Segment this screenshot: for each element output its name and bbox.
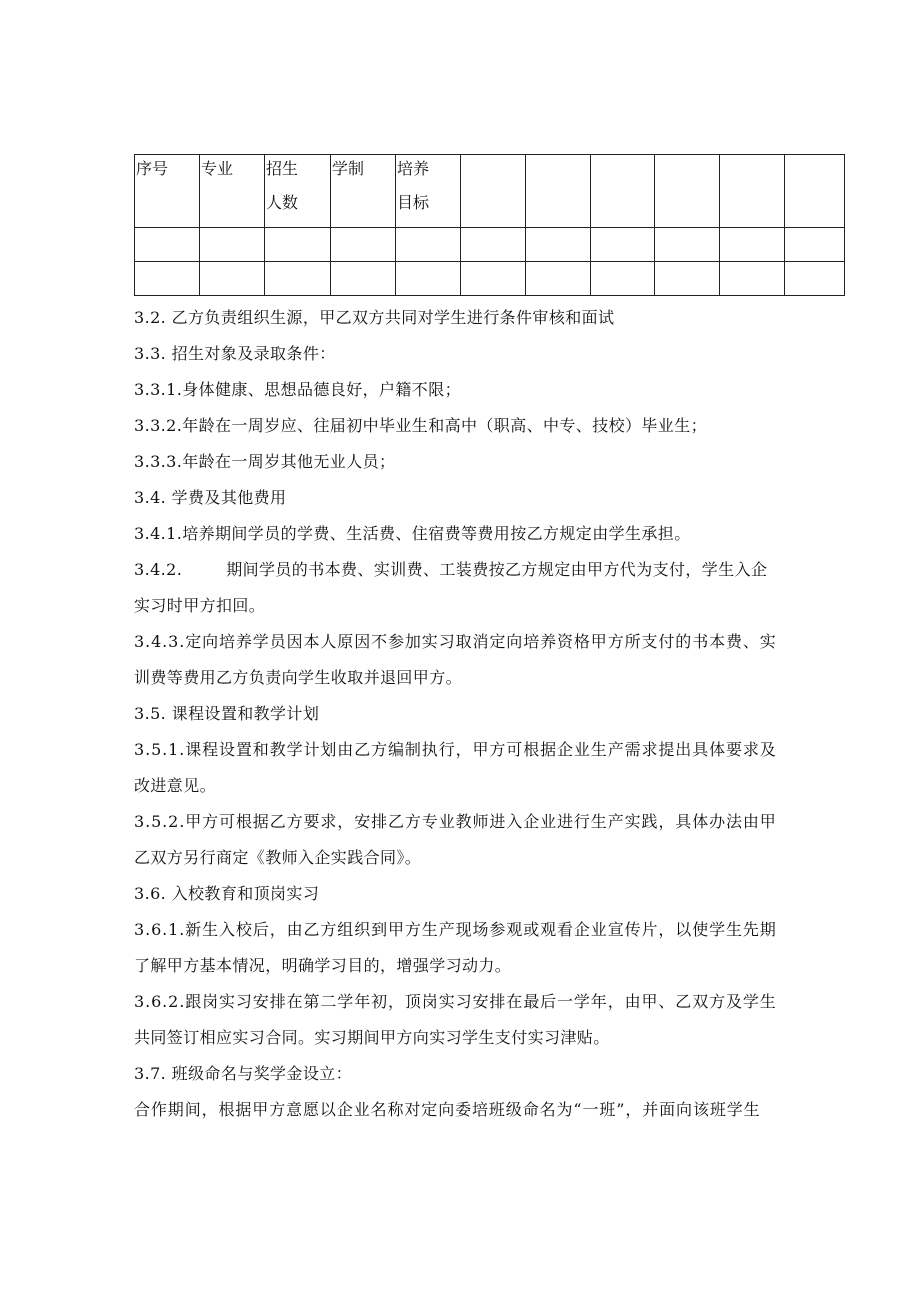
table-cell — [265, 262, 331, 296]
header-cell-empty — [591, 155, 655, 228]
header-cell-empty — [785, 155, 845, 228]
table-cell — [135, 262, 200, 296]
paragraph-3-4-2 — [134, 552, 786, 588]
header-cell-empty — [526, 155, 591, 228]
header-cell-empty — [461, 155, 526, 228]
paragraph-3-4-1: 3.4.1.培养期间学员的学费、生活费、住宿费等费用按乙方规定由学生承担。 — [134, 524, 691, 543]
paragraph-3-3-3: 3.3.3.年龄在一周岁其他无业人员； — [134, 452, 396, 471]
table-cell — [720, 262, 785, 296]
paragraph-3-7: 3.7. 班级命名与奖学金设立： — [134, 1064, 353, 1083]
header-cell-duration: 学制 — [331, 155, 396, 228]
header-cell-major: 专业 — [200, 155, 265, 228]
paragraph-3-4-3: 3.4.3.定向培养学员因本人原因不参加实习取消定向培养资格甲方所支付的书本费、实 — [134, 632, 777, 651]
paragraph-3-4-3-cont: 训费等费用乙方负责向学生收取并退回甲方。 — [134, 668, 463, 687]
paragraph-text: 期间学员的书本费、实训费、工装费按乙方规定由甲方代为支付，学生入企 — [226, 560, 768, 579]
table-row — [135, 262, 845, 296]
table-cell — [135, 228, 200, 262]
table-cell — [396, 262, 461, 296]
paragraph-3-3-1: 3.3.1.身体健康、思想品德良好，户籍不限； — [134, 380, 461, 399]
table-cell — [200, 262, 265, 296]
table-cell — [785, 262, 845, 296]
enrollment-table — [134, 154, 845, 296]
table-cell — [526, 228, 591, 262]
paragraph-3-6-1-cont: 了解甲方基本情况，明确学习目的，增强学习动力。 — [134, 956, 512, 975]
table-row — [135, 228, 845, 262]
paragraph-3-5-2-cont: 乙双方另行商定《教师入企实践合同》。 — [134, 848, 422, 867]
paragraph-3-6: 3.6. 入校教育和顶岗实习 — [134, 884, 320, 903]
paragraph-3-5: 3.5. 课程设置和教学计划 — [134, 704, 320, 723]
paragraph-3-6-1: 3.6.1.新生入校后，由乙方组织到甲方生产现场参观或观看企业宣传片，以使学生先期 — [134, 920, 777, 939]
document-body — [134, 300, 786, 1128]
paragraph-3-6-2: 3.6.2.跟岗实习安排在第二学年初，顶岗实习安排在最后一学年，由甲、乙双方及学生 — [134, 992, 777, 1011]
table-header-row — [135, 155, 845, 228]
paragraph-3-7-body: 合作期间，根据甲方意愿以企业名称对定向委培班级命名为“一班”，并面向该班学生 — [134, 1100, 761, 1119]
paragraph-3-3: 3.3. 招生对象及录取条件： — [134, 344, 336, 363]
table-cell — [591, 262, 655, 296]
table-cell — [655, 228, 720, 262]
table-cell — [331, 262, 396, 296]
paragraph-number: 3.4.2. — [134, 560, 183, 579]
header-cell-empty — [655, 155, 720, 228]
table-cell — [265, 228, 331, 262]
table-cell — [526, 262, 591, 296]
header-cell-serial: 序号 — [135, 155, 200, 228]
table-cell — [785, 228, 845, 262]
table-cell — [655, 262, 720, 296]
paragraph-3-2: 3.2. 乙方负责组织生源，甲乙双方共同对学生进行条件审核和面试 — [134, 308, 615, 327]
header-cell-enrollment: 招生 人数 — [265, 155, 331, 228]
paragraph-3-4: 3.4. 学费及其他费用 — [134, 488, 287, 507]
paragraph-3-4-2-cont: 实习时甲方扣回。 — [134, 596, 266, 615]
header-cell-goal: 培养 目标 — [396, 155, 461, 228]
table-cell — [461, 262, 526, 296]
table-cell — [396, 228, 461, 262]
paragraph-3-5-1-cont: 改进意见。 — [134, 776, 217, 795]
table-cell — [200, 228, 265, 262]
table-cell — [720, 228, 785, 262]
paragraph-3-5-1: 3.5.1.课程设置和教学计划由乙方编制执行，甲方可根据企业生产需求提出具体要求及 — [134, 740, 777, 759]
paragraph-3-5-2: 3.5.2.甲方可根据乙方要求，安排乙方专业教师进入企业进行生产实践，具体办法由甲 — [134, 812, 777, 831]
header-cell-empty — [720, 155, 785, 228]
table-cell — [331, 228, 396, 262]
table-cell — [461, 228, 526, 262]
table-cell — [591, 228, 655, 262]
paragraph-3-3-2: 3.3.2.年龄在一周岁应、往届初中毕业生和高中（职高、中专、技校）毕业生； — [134, 416, 707, 435]
paragraph-3-6-2-cont: 共同签订相应实习合同。实习期间甲方向实习学生支付实习津贴。 — [134, 1028, 610, 1047]
